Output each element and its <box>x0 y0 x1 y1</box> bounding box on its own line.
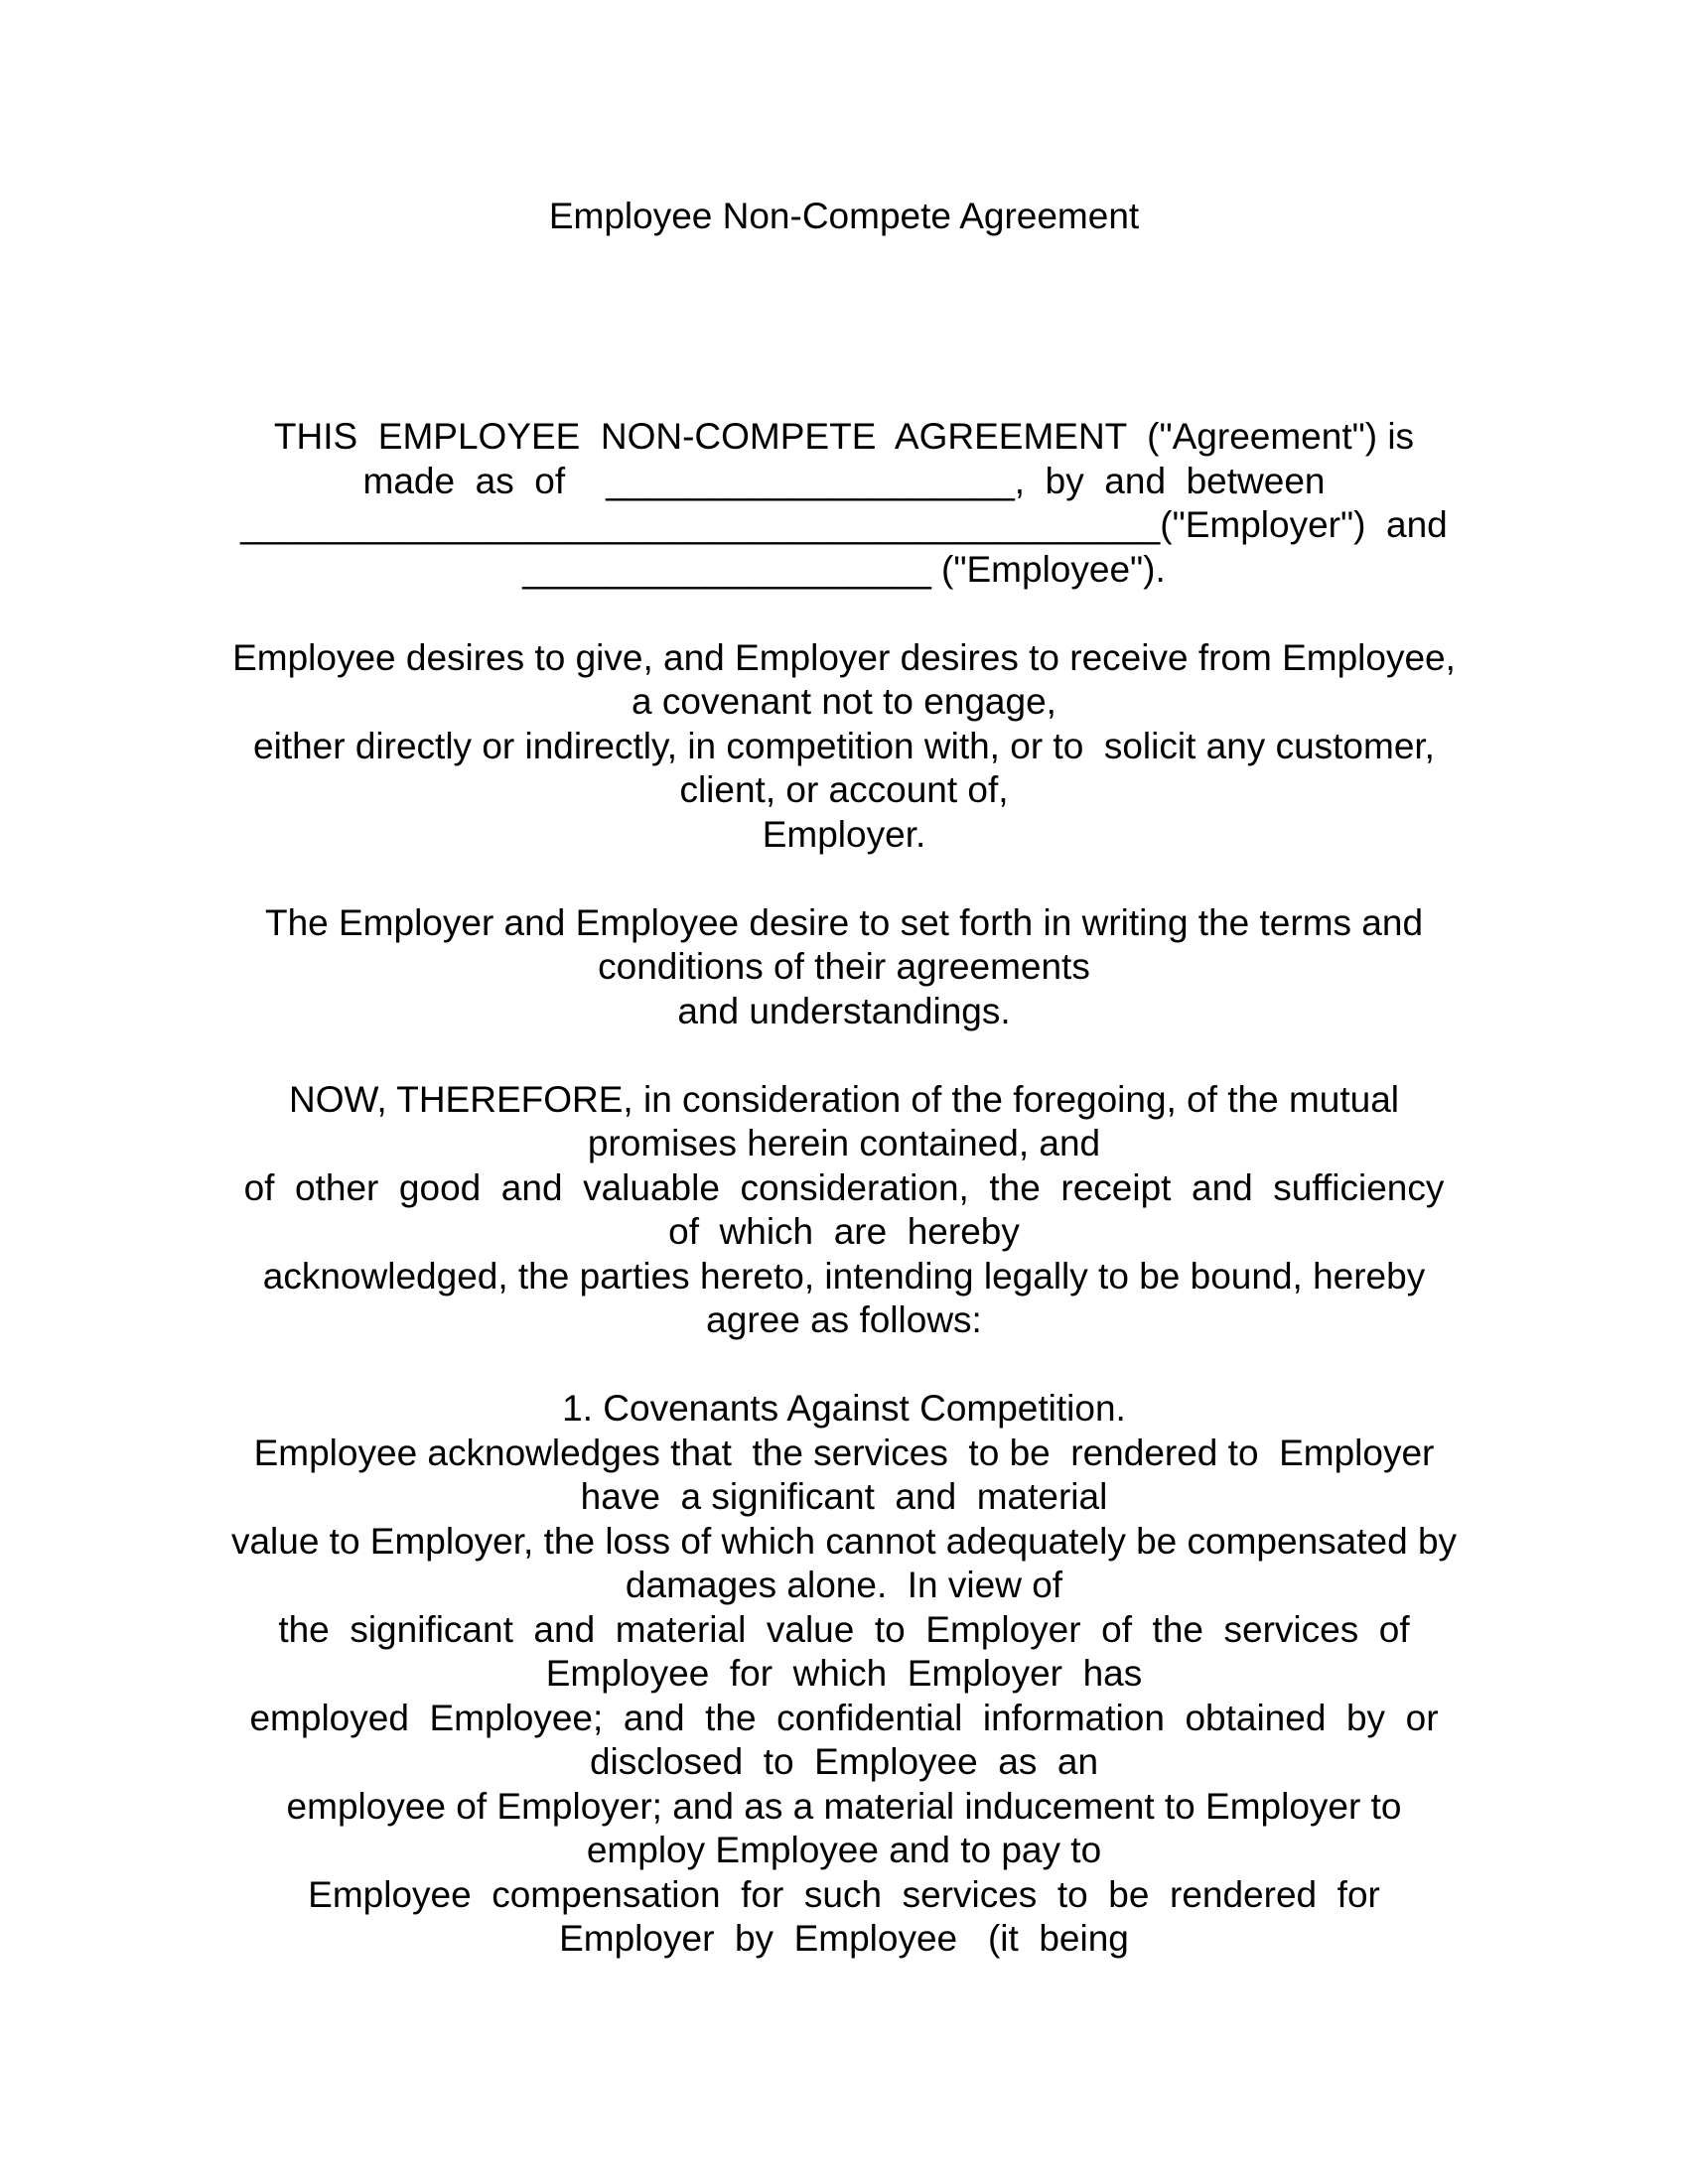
text-line: NOW, THEREFORE, in consideration of the foregoing, of the mutual <box>288 1078 1400 1120</box>
text-line: Employee compensation for such services to be rendered for <box>308 1873 1380 1915</box>
text-line: of other good and valuable consideration, the receipt and sufficiency <box>243 1166 1445 1208</box>
text-line: damages alone. In view of <box>625 1565 1063 1605</box>
paragraph-covenants-against-competition <box>179 1387 1509 1962</box>
paragraph-consideration <box>179 1078 1509 1343</box>
text-line: Employee for which Employer has <box>545 1653 1143 1694</box>
paragraph-parties <box>179 415 1509 592</box>
text-line: and understandings. <box>677 990 1011 1031</box>
text-line: employed Employee; and the confidential information obtained by or <box>249 1697 1439 1738</box>
document-body <box>179 415 1509 2005</box>
text-line: Employer by Employee (it being <box>559 1918 1129 1959</box>
text-line: employee of Employer; and as a material inducement to Employer to <box>286 1785 1402 1827</box>
paragraph-terms <box>179 901 1509 1034</box>
paragraph-covenant-desire <box>179 636 1509 858</box>
text-line: value to Employer, the loss of which cannot adequately be compensated by <box>230 1520 1458 1562</box>
text-line: _____________________________________________("Employer") and <box>240 504 1448 545</box>
text-line: made as of ____________________, by and between <box>362 460 1326 501</box>
text-line: The Employer and Employee desire to set forth in writing the terms and <box>264 901 1424 943</box>
text-line: ____________________ ("Employee"). <box>522 548 1166 590</box>
text-line: either directly or indirectly, in competition with, or to solicit any customer, <box>253 725 1435 766</box>
text-line: have a significant and material <box>580 1476 1108 1517</box>
section-heading: 1. Covenants Against Competition. <box>562 1388 1126 1429</box>
text-line: promises herein contained, and <box>587 1123 1101 1163</box>
text-line: a covenant not to engage, <box>632 681 1056 722</box>
text-line: conditions of their agreements <box>598 946 1090 987</box>
text-line: THIS EMPLOYEE NON-COMPETE AGREEMENT ("Agreement") is <box>273 416 1415 457</box>
text-line: of which are hereby <box>668 1211 1020 1252</box>
text-line: agree as follows: <box>706 1299 982 1340</box>
text-line: acknowledged, the parties hereto, intending legally to be bound, hereby <box>262 1255 1426 1297</box>
text-line: Employee acknowledges that the services to be rendered to Employer <box>253 1432 1435 1473</box>
text-line: employ Employee and to pay to <box>586 1830 1102 1870</box>
text-line: client, or account of, <box>679 769 1009 810</box>
text-line: Employer. <box>762 813 926 855</box>
text-line: the significant and material value to Employer of the services of <box>278 1608 1410 1650</box>
text-line: disclosed to Employee as an <box>589 1741 1099 1782</box>
text-line: Employee desires to give, and Employer desires to receive from Employee, <box>232 636 1456 678</box>
document-title: Employee Non-Compete Agreement <box>548 196 1140 236</box>
